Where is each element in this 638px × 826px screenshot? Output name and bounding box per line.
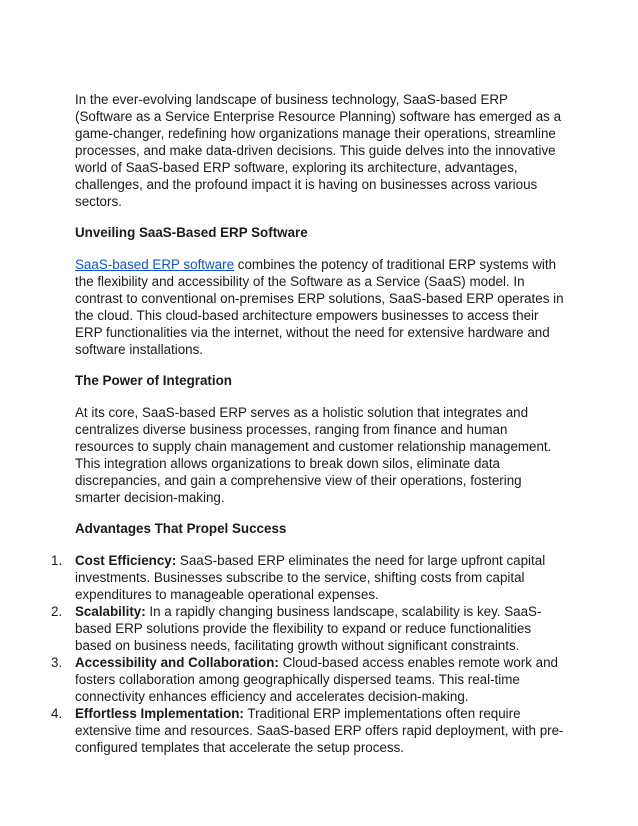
list-item — [51, 603, 567, 654]
list-item-text: SaaS-based ERP eliminates the need for large upfront capital investments. Businesses subscribe to the service, shifting costs from capital expenditures to manageable operational expenses. — [75, 553, 546, 602]
document-body — [51, 91, 567, 756]
list-item-term: Accessibility and Collaboration: — [75, 655, 279, 670]
saas-erp-software-link[interactable]: SaaS-based ERP software — [75, 257, 235, 272]
section-heading-unveiling: Unveiling SaaS-Based ERP Software — [75, 225, 308, 240]
intro-paragraph: In the ever-evolving landscape of business technology, SaaS-based ERP (Software as a Service Enterprise Resource Planning) software has emerged as a game-changer, redefining how organizations manage their operations, streamline processes, and make data-driven decisions. This guide delves into the innovative world of SaaS-based ERP software, exploring its architecture, advantages, challenges, and the profound impact it is having on businesses across various sectors. — [75, 92, 562, 209]
section-paragraph-integration: At its core, SaaS-based ERP serves as a holistic solution that integrates and centralizes diverse business processes, ranging from finance and human resources to supply chain management and customer relationship management. This integration allows organizations to break down silos, eliminate data discrepancies, and gain a comprehensive view of their operations, fostering smarter decision-making. — [75, 405, 552, 505]
section-heading-integration: The Power of Integration — [75, 373, 232, 388]
list-item-text: In a rapidly changing business landscape, scalability is key. SaaS-based ERP solutions provide the flexibility to expand or reduce functionalities based on business needs, facilitating growth without significant constraints. — [75, 604, 542, 653]
section-paragraph-unveiling — [75, 256, 567, 358]
list-item-text: Traditional ERP implementations often require extensive time and resources. SaaS-based ERP offers rapid deployment, with pre-configured templates that accelerate the setup process. — [75, 706, 564, 755]
section-paragraph-unveiling-text: combines the potency of traditional ERP systems with the flexibility and accessibility of the Software as a Service (SaaS) model. In contrast to conventional on-premises ERP solutions, SaaS-based ERP operates in the cloud. This cloud-based architecture empowers businesses to access their ERP functionalities via the internet, without the need for extensive hardware and software installations. — [75, 257, 564, 357]
list-item-term: Cost Efficiency: — [75, 553, 177, 568]
list-item-term: Scalability: — [75, 604, 146, 619]
list-item-number: 3. — [51, 655, 63, 670]
list-item — [51, 654, 567, 705]
list-item-number: 1. — [51, 553, 63, 568]
list-item-text: Cloud-based access enables remote work and fosters collaboration among geographically dispersed teams. This real-time connectivity enhances efficiency and accelerates decision-making. — [75, 655, 558, 704]
advantages-list — [51, 552, 567, 756]
list-item-term: Effortless Implementation: — [75, 706, 244, 721]
section-heading-advantages: Advantages That Propel Success — [75, 521, 287, 536]
list-item — [51, 705, 567, 756]
list-item — [51, 552, 567, 603]
list-item-number: 4. — [51, 706, 63, 721]
list-item-number: 2. — [51, 604, 63, 619]
